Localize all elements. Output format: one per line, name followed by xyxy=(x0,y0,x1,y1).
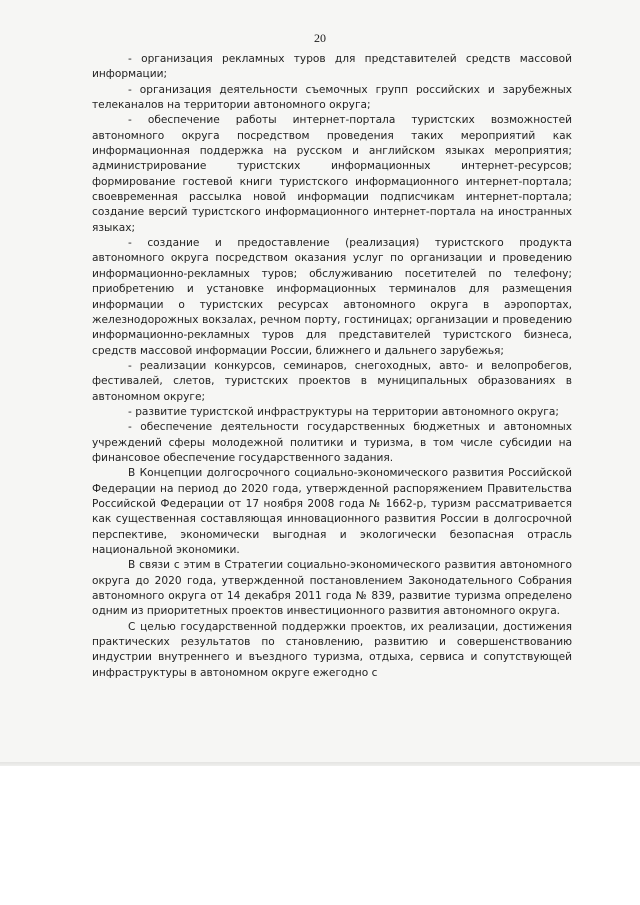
paragraph-strategy: В связи с этим в Стратегии социально-экономического развития автономного округа до 2020 года, утвержденной постановлением Законодательного Собрания автономного округа от 14 декабря 2011 года № 839, развитие туризма определено одним из приоритетных проектов инвестиционного развития автономного округа. xyxy=(92,559,572,618)
paragraph-list-item-7: - обеспечение деятельности государственных бюджетных и автономных учреждений сферы молодежной политики и туризма, в том числе субсидии на финансовое обеспечение государственного задания. xyxy=(92,421,572,464)
document-body xyxy=(92,52,572,681)
blank-margin xyxy=(0,766,640,905)
paragraph-concept: В Концепции долгосрочного социально-экономического развития Российской Федерации на период до 2020 года, утвержденной распоряжением Правительства Российской Федерации от 17 ноября 2008 года № 1662-р, туризм рассматривается как существенная составляющая инновационного развития России в долгосрочной перспективе, экономически выгодная и экологически безопасная отрасль национальной экономики. xyxy=(92,467,572,556)
paragraph-list-item-3: - обеспечение работы интернет-портала туристских возможностей автономного округа посредством проведения таких мероприятий как информационная поддержка на русском и английском языках мероприятия; администрирование туристских информационных интернет-ресурсов; формирование гостевой книги туристского информационного интернет-портала; своевременная рассылка новой информации подписчикам интернет-портала; создание версий туристского информационного интернет-портала на иностранных языках; xyxy=(92,114,572,234)
paragraph-list-item-6: - развитие туристской инфраструктуры на территории автономного округа; xyxy=(128,405,559,418)
paragraph-support: С целью государственной поддержки проектов, их реализации, достижения практических результатов по становлению, развитию и совершенствованию индустрии внутреннего и въездного туризма, отдыха, сервиса и сопутствующей инфраструктуры в автономном округе ежегодно с xyxy=(92,620,572,679)
page-number: 20 xyxy=(314,31,326,45)
paragraph-list-item-4: - создание и предоставление (реализация) туристского продукта автономного округа посредством оказания услуг по организации и проведению информационно-рекламных туров; обслуживанию посетителей по телефону; приобретению и установке информационных терминалов для размещения информации о туристских ресурсах автономного округа в аэропортах, железнодорожных вокзалах, речном порту, гостиницах; организации и проведению информационно-рекламных туров для представителей туристского бизнеса, средств массовой информации России, ближнего и дальнего зарубежья; xyxy=(92,237,572,357)
paragraph-list-item-5: - реализации конкурсов, семинаров, снегоходных, авто- и велопробегов, фестивалей, слетов, туристских проектов в муниципальных образованиях в автономном округе; xyxy=(92,359,572,403)
paragraph-list-item-2: - организация деятельности съемочных групп российских и зарубежных телеканалов на территории автономного округа; xyxy=(92,83,572,112)
paragraph-list-item-1: - организация рекламных туров для представителей средств массовой информации; xyxy=(92,53,572,81)
